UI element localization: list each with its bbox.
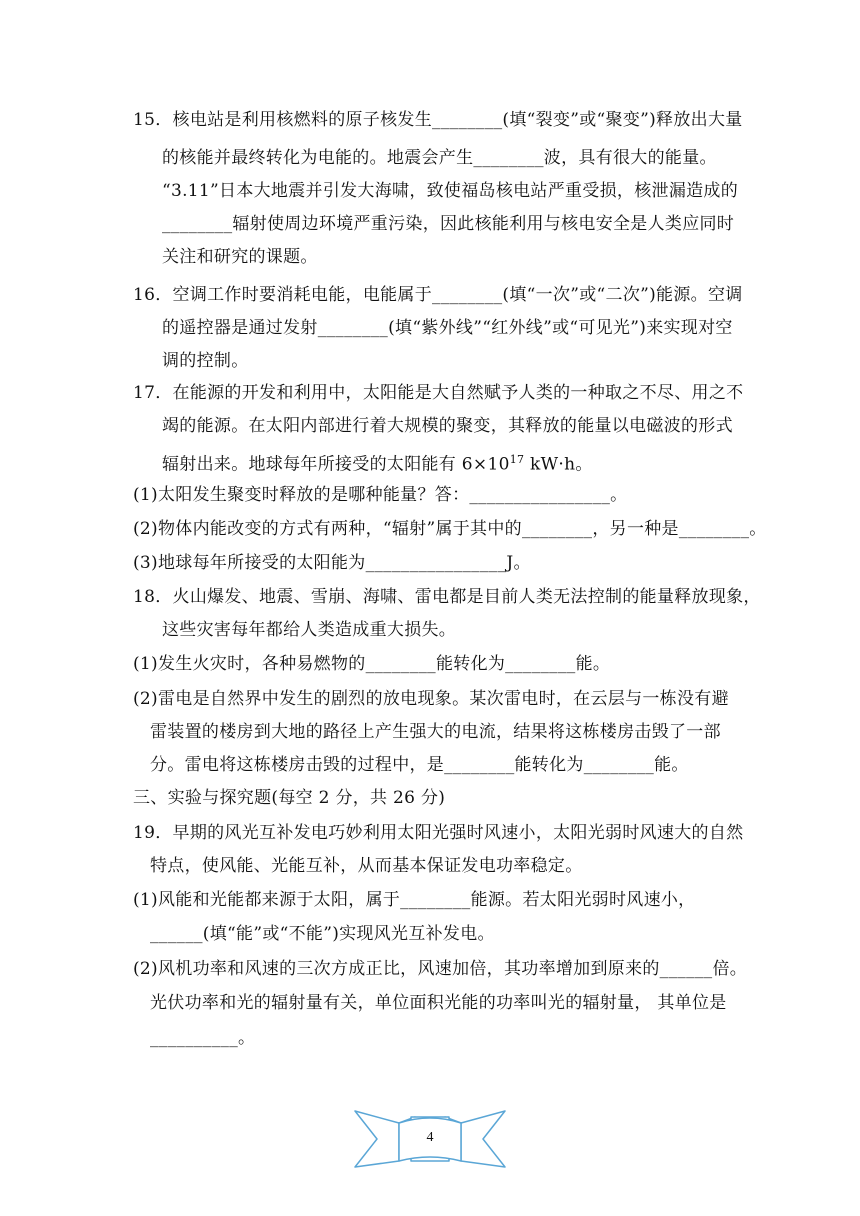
- q17-line-3-unit: kW·h。: [524, 454, 593, 475]
- q17-exponent: 17: [509, 453, 525, 466]
- q19-sub-1-line-1: (1)风能和光能都来源于太阳，属于________能源。若太阳光弱时风速小，: [133, 890, 696, 910]
- section-heading: 三、实验与探究题(每空 2 分，共 26 分): [133, 788, 446, 808]
- page-number: 4: [426, 1130, 434, 1145]
- q19-sub-2-line-2: 光伏功率和光的辐射量有关，单位面积光能的功率叫光的辐射量， 其单位是: [150, 993, 727, 1013]
- q15-line-5: 关注和研究的课题。: [162, 247, 318, 267]
- q17-sub-1: (1)太阳发生聚变时释放的是哪种能量？答：________________。: [133, 485, 628, 505]
- q16-line-2: 的遥控器是通过发射________(填“紫外线”“红外线”或“可见光”)来实现对空: [162, 318, 733, 338]
- q18-sub-2-line-3: 分。雷电将这栋楼房击毁的过程中，是________能转化为________能。: [150, 755, 689, 775]
- q15-line-2: 的核能并最终转化为电能的。地震会产生________波，具有很大的能量。: [162, 148, 717, 168]
- q15-line-3: “3.11”日本大地震并引发大海啸，致使福岛核电站严重受损，核泄漏造成的: [162, 181, 739, 201]
- q18-line-2: 这些灾害每年都给人类造成重大损失。: [162, 620, 457, 640]
- q15-line-4: ________辐射使周边环境严重污染，因此核能利用与核电安全是人类应同时: [162, 214, 735, 234]
- q18-sub-1: (1)发生火灾时，各种易燃物的________能转化为________能。: [133, 654, 611, 674]
- q15-line-1: 15．核电站是利用核燃料的原子核发生________(填“裂变”或“聚变”)释放出大量: [133, 110, 743, 130]
- q18-sub-2-line-2: 雷装置的楼房到大地的路径上产生强大的电流，结果将这栋楼房击毁了一部: [150, 722, 721, 742]
- q19-sub-1-line-2: ______(填“能”或“不能”)实现风光互补发电。: [150, 924, 495, 944]
- q19-line-1: 19．早期的风光互补发电巧妙利用太阳光强时风速小，太阳光弱时风速大的自然: [133, 823, 744, 843]
- q17-line-3-text: 辐射出来。地球每年所接受的太阳能有 6×10: [162, 454, 510, 475]
- q19-sub-2-line-1: (2)风机功率和风速的三次方成正比，风速加倍，其功率增加到原来的______倍。: [133, 959, 748, 979]
- q19-sub-2-line-3: __________。: [150, 1028, 256, 1048]
- q19-line-2: 特点，使风能、光能互补，从而基本保证发电功率稳定。: [150, 856, 583, 876]
- q17-sub-3: (3)地球每年所接受的太阳能为________________J。: [133, 553, 531, 573]
- q16-line-3: 调的控制。: [162, 351, 249, 371]
- page-number-ribbon: [353, 1103, 507, 1173]
- q18-sub-2-line-1: (2)雷电是自然界中发生的剧烈的放电现象。某次雷电时，在云层与一栋没有避: [133, 689, 729, 709]
- q16-line-1: 16．空调工作时要消耗电能，电能属于________(填“一次”或“二次”)能源。空调: [133, 285, 743, 305]
- q17-line-2: 竭的能源。在太阳内部进行着大规模的聚变，其释放的能量以电磁波的形式: [162, 416, 733, 436]
- q18-line-1: 18．火山爆发、地震、雪崩、海啸、雷电都是目前人类无法控制的能量释放现象，: [133, 587, 761, 607]
- q17-line-1: 17．在能源的开发和利用中，太阳能是大自然赋予人类的一种取之不尽、用之不: [133, 383, 744, 403]
- q17-sub-2: (2)物体内能改变的方式有两种，“辐射”属于其中的________，另一种是________。: [133, 519, 767, 539]
- q17-line-3: [162, 449, 593, 476]
